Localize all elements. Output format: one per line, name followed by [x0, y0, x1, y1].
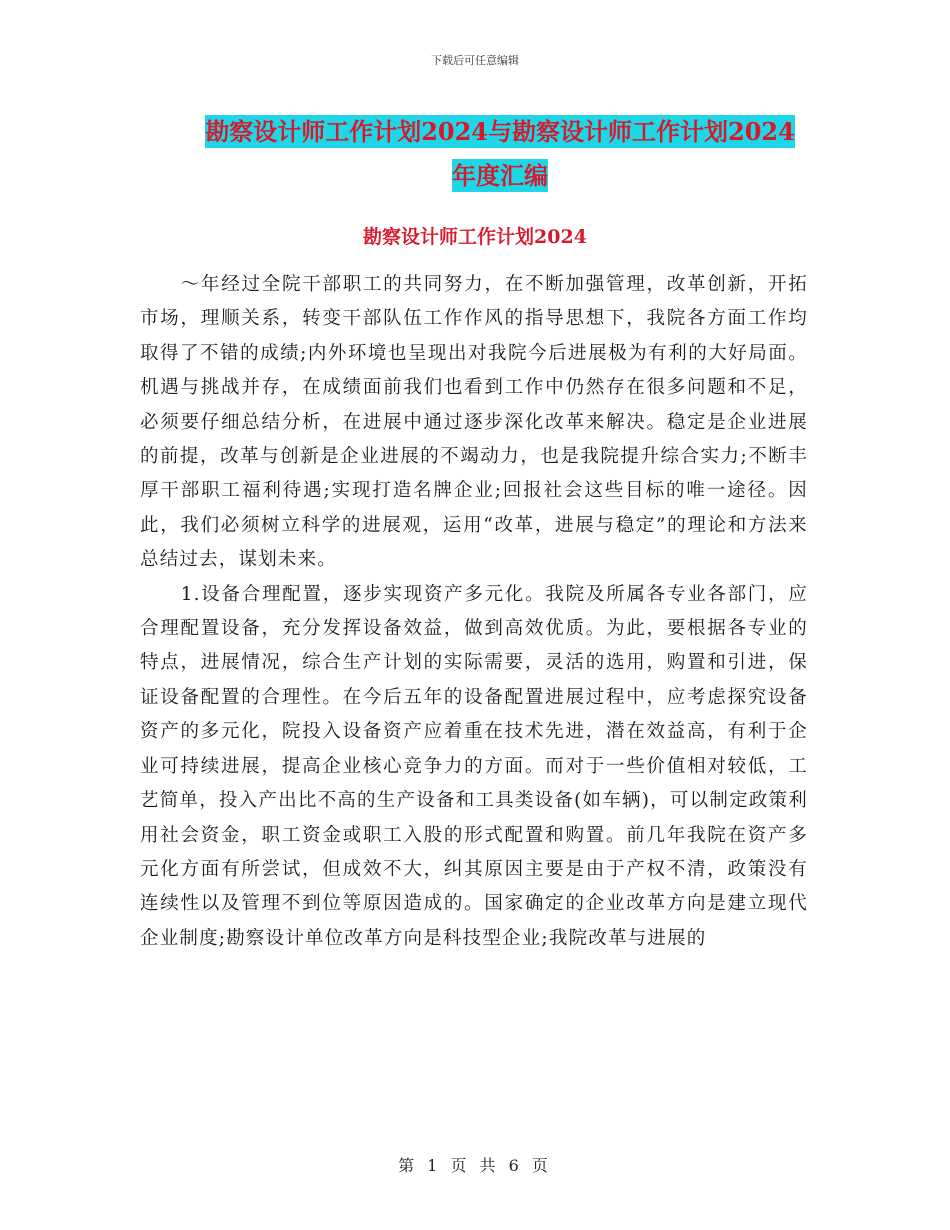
page-number-footer: 第 1 页 共 6 页: [398, 1156, 552, 1175]
document-title-line2: 年度汇编: [452, 161, 548, 190]
body-text: [140, 268, 808, 956]
section-title: 勘察设计师工作计划2024: [363, 226, 587, 248]
document-title-line1: 勘察设计师工作计划2024与勘察设计师工作计划2024: [205, 117, 795, 146]
paragraph: ～年经过全院干部职工的共同努力，在不断加强管理，改革创新，开拓市场，理顺关系，转变干部队伍工作作风的指导思想下，我院各方面工作均取得了不错的成绩;内外环境也呈现出对我院今后进展极为有利的大好局面。机遇与挑战并存，在成绩面前我们也看到工作中仍然存在很多问题和不足，必须要仔细总结分析，在进展中通过逐步深化改革来解决。稳定是企业进展的前提，改革与创新是企业进展的不竭动力，也是我院提升综合实力;不断丰厚干部职工福利待遇;实现打造名牌企业;回报社会这些目标的唯一途径。因此，我们必须树立科学的进展观，运用“改革，进展与稳定”的理论和方法来总结过去，谋划未来。: [140, 274, 808, 571]
paragraph: 1.设备合理配置，逐步实现资产多元化。我院及所属各专业各部门，应合理配置设备，充分发挥设备效益，做到高效优质。为此，要根据各专业的特点，进展情况，综合生产计划的实际需要，灵活的选用，购置和引进，保证设备配置的合理性。在今后五年的设备配置进展过程中，应考虑探究设备资产的多元化，院投入设备资产应着重在技术先进，潜在效益高，有利于企业可持续进展，提高企业核心竞争力的方面。而对于一些价值相对较低，工艺简单，投入产出比不高的生产设备和工具类设备(如车辆)，可以制定政策利用社会资金，职工资金或职工入股的形式配置和购置。前几年我院在资产多元化方面有所尝试，但成效不大，纠其原因主要是由于产权不清，政策没有连续性以及管理不到位等原因造成的。国家确定的企业改革方向是建立现代企业制度;勘察设计单位改革方向是科技型企业;我院改革与进展的: [140, 583, 808, 949]
document-title: [140, 110, 860, 198]
header-note: 下载后可任意编辑: [431, 54, 519, 67]
